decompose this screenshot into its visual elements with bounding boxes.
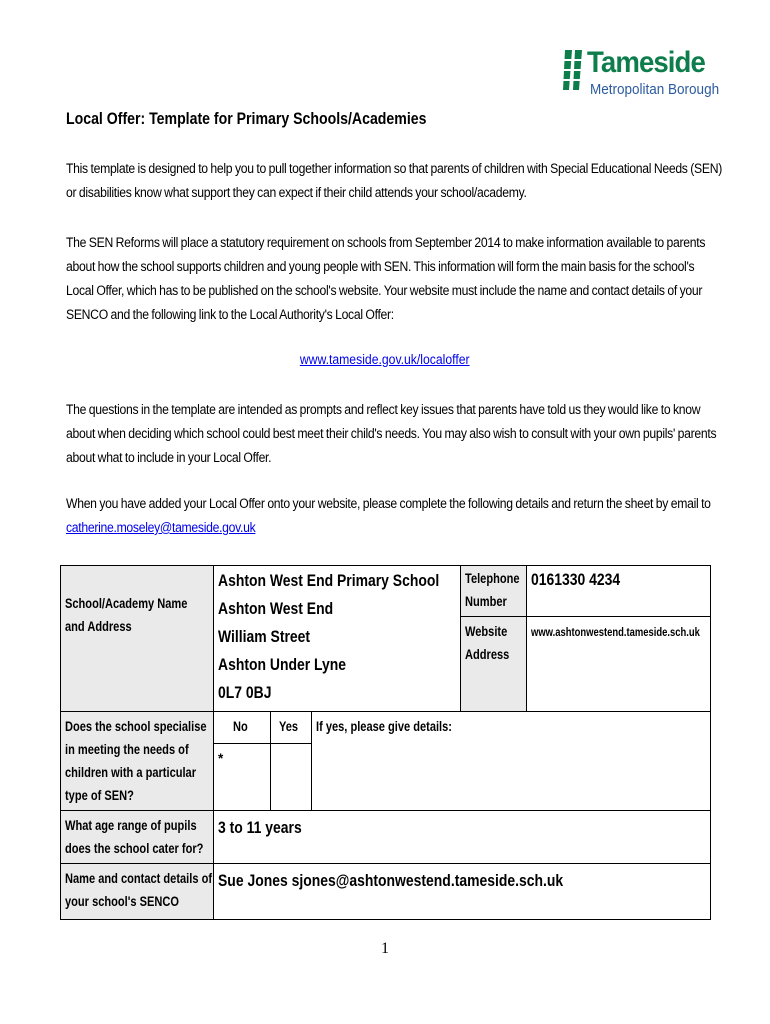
text-line: This template is designed to help you to pull together information so that parents of children with Special Educational Needs (SEN) <box>66 161 722 177</box>
text-line: about when deciding which school could best meet their child's needs. You may also wish to consult with your own pupils' parents <box>66 426 717 442</box>
logo-wordmark: Tameside <box>587 46 705 79</box>
website-label-cell: Website Address <box>461 617 527 712</box>
text-line: The SEN Reforms will place a statutory requirement on schools from September 2014 to make information available to parents <box>66 235 706 251</box>
senco-label-cell: Name and contact details of your school's SENCO <box>61 864 214 920</box>
senco-value: Sue Jones sjones@ashtonwestend.tameside.sch.uk <box>218 871 564 890</box>
text-line: Local Offer, which has to be published on the school's website. Your website must include the name and contact details of your <box>66 283 703 299</box>
school-address-cell <box>214 566 461 712</box>
tameside-logo <box>563 44 720 106</box>
school-name-label-cell: School/Academy Name and Address <box>61 566 214 712</box>
senco-value-cell <box>214 864 711 920</box>
sen-reforms-paragraph <box>66 231 706 327</box>
specialise-details-cell: If yes, please give details: <box>312 712 711 811</box>
no-mark: * <box>218 751 224 767</box>
specialise-label-cell: Does the school specialise in meeting the needs of children with a particular type of SEN? <box>61 712 214 811</box>
return-paragraph <box>66 492 711 540</box>
yes-answer-cell[interactable] <box>271 744 312 811</box>
address-line: William Street <box>218 627 311 646</box>
text-line: about what to include in your Local Offer. <box>66 450 272 466</box>
questions-paragraph <box>66 398 717 470</box>
no-header-cell: No <box>214 712 271 744</box>
postcode: 0L7 0BJ <box>218 683 272 702</box>
intro-paragraph <box>66 157 722 205</box>
text-line: When you have added your Local Offer onto your website, please complete the following details and return the sheet by email to <box>66 496 711 512</box>
text-line: about how the school supports children and young people with SEN. This information will form the main basis for the school's <box>66 259 695 275</box>
age-range-value: 3 to 11 years <box>218 818 302 837</box>
telephone-value: 0161330 4234 <box>531 570 621 589</box>
school-details-table <box>60 565 711 920</box>
logo-subtitle: Metropolitan Borough <box>590 81 720 98</box>
age-range-label-cell: What age range of pupils does the school cater for? <box>61 811 214 864</box>
text-line: or disabilities know what support they can expect if their child attends your school/academy. <box>66 185 527 201</box>
text-line <box>66 516 616 540</box>
telephone-label-cell: Telephone Number <box>461 566 527 617</box>
local-offer-link-row <box>0 352 770 368</box>
email-link[interactable]: catherine.moseley@tameside.gov.uk <box>66 520 256 536</box>
text-line: SENCO and the following link to the Local Authority's Local Offer: <box>66 307 394 323</box>
website-value-cell <box>527 617 711 712</box>
school-name: Ashton West End Primary School <box>218 571 440 590</box>
age-range-value-cell <box>214 811 711 864</box>
website-value: www.ashtonwestend.tameside.sch.uk <box>531 627 700 639</box>
page-number: 1 <box>381 940 389 957</box>
text-line: The questions in the template are intended as prompts and reflect key issues that parents have told us they would like to know <box>66 402 701 418</box>
address-line: Ashton Under Lyne <box>218 655 347 674</box>
address-line: Ashton West End <box>218 599 334 618</box>
no-answer-cell[interactable] <box>214 744 271 811</box>
telephone-value-cell <box>527 566 711 617</box>
local-offer-link[interactable]: www.tameside.gov.uk/localoffer <box>300 352 470 368</box>
tameside-stripes-icon <box>563 50 589 90</box>
yes-header-cell: Yes <box>271 712 312 744</box>
page-title: Local Offer: Template for Primary Schools/Academies <box>66 109 427 128</box>
